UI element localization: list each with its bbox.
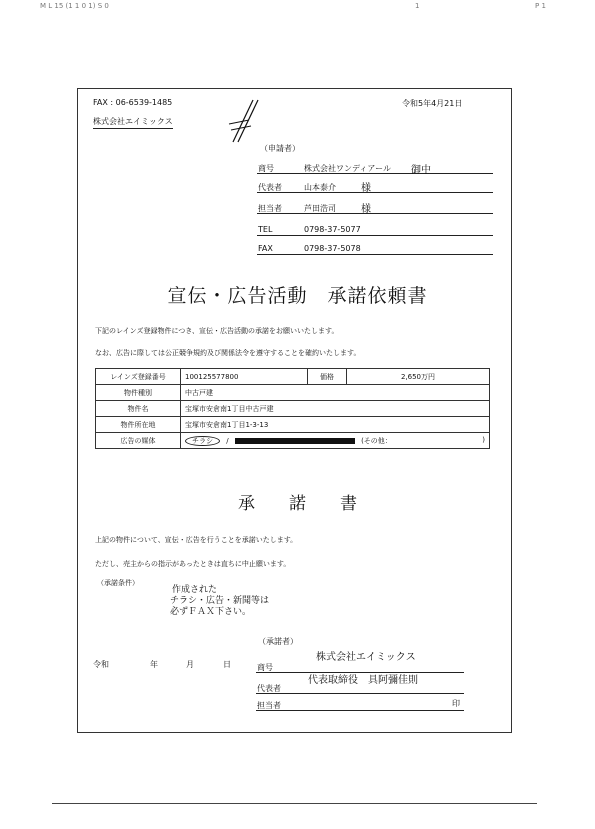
table-row xyxy=(96,369,490,385)
consent-line-1: 上記の物件について、宣伝・広告を行うことを承諾いたします。 xyxy=(95,536,298,544)
intro-line-1: 下記のレインズ登録物件につき、宣伝・広告活動の承諾をお願いいたします。 xyxy=(95,327,339,335)
applicant-tel-label: TEL xyxy=(258,225,273,234)
property-table xyxy=(95,368,490,449)
applicant-rep-label: 代表者 xyxy=(258,183,282,192)
applicant-contact-row xyxy=(257,201,493,214)
fax-header-left: M L 15 (1 1 0 1) S 0 xyxy=(40,2,109,10)
applicant-contact-name: 芦田浩司 xyxy=(304,204,336,213)
table-row xyxy=(96,433,490,449)
applicant-company: 株式会社ワンディアール xyxy=(304,164,391,173)
redaction-bar xyxy=(235,438,355,444)
approver-company-label: 商号 xyxy=(257,663,273,672)
applicant-fax-label: FAX xyxy=(258,244,273,253)
reins-number: 100125577800 xyxy=(181,369,308,385)
fax-header-mid: 1 xyxy=(415,2,420,10)
approver-heading: （承諾者） xyxy=(258,637,298,646)
handwritten-slash-mark xyxy=(225,98,265,144)
approver-company: 株式会社エイミックス xyxy=(316,652,416,663)
conditions-label: （承諾条件） xyxy=(97,579,139,587)
applicant-fax-row xyxy=(257,242,493,255)
applicant-company-row xyxy=(257,161,493,174)
reins-label: レインズ登録番号 xyxy=(96,369,181,385)
document-title: 宣伝・広告活動 承諾依頼書 xyxy=(167,285,428,307)
table-row xyxy=(96,417,490,433)
approval-year: 年 xyxy=(150,660,158,669)
applicant-tel: 0798-37-5077 xyxy=(304,225,361,234)
price-value: 2,650万円 xyxy=(347,369,490,385)
address-label: 物件所在地 xyxy=(96,417,181,433)
footer-rule xyxy=(52,803,537,804)
approval-day: 日 xyxy=(223,660,231,669)
applicant-heading: （申請者） xyxy=(260,144,300,153)
property-name-value: 宝塚市安倉南1丁目中古戸建 xyxy=(181,401,490,417)
price-label: 価格 xyxy=(308,369,347,385)
note-line-2: チラシ・広告・新聞等は xyxy=(170,596,270,606)
media-other: (その他： xyxy=(361,436,392,445)
sender-fax: FAX : 06-6539-1485 xyxy=(93,98,173,107)
approver-contact-row xyxy=(256,697,464,711)
consent-line-2: ただし、売主からの指示があったときは直ちに中止願います。 xyxy=(95,560,291,568)
applicant-contact-label: 担当者 xyxy=(258,204,282,213)
applicant-rep-title: 様 xyxy=(361,183,371,194)
property-name-label: 物件名 xyxy=(96,401,181,417)
approval-era: 令和 xyxy=(93,660,109,669)
table-row xyxy=(96,385,490,401)
intro-line-2: なお、広告に際しては公正競争規約及び関係法令を遵守することを確約いたします。 xyxy=(95,349,361,357)
approver-rep-row xyxy=(256,675,464,694)
type-value: 中古戸建 xyxy=(181,385,490,401)
table-row xyxy=(96,401,490,417)
handwritten-note xyxy=(170,585,269,618)
media-label: 広告の媒体 xyxy=(96,433,181,449)
media-close: ) xyxy=(482,435,485,444)
media-slash: / xyxy=(226,436,229,445)
applicant-company-label: 商号 xyxy=(258,164,274,173)
approver-rep: 代表取締役 具阿彌佳則 xyxy=(308,675,418,686)
approval-month: 月 xyxy=(186,660,194,669)
applicant-honorific: 御中 xyxy=(411,165,431,176)
applicant-fax: 0798-37-5078 xyxy=(304,244,361,253)
document-date: 令和5年4月21日 xyxy=(402,99,463,108)
consent-title: 承 諾 書 xyxy=(238,494,357,514)
fax-header-right: P 1 xyxy=(535,2,546,10)
note-line-3: 必ずＦＡＸ下さい。 xyxy=(170,607,252,617)
applicant-tel-row xyxy=(257,223,493,236)
media-circled-flyer: チラシ xyxy=(185,436,220,446)
applicant-contact-title: 様 xyxy=(361,204,371,215)
type-label: 物件種別 xyxy=(96,385,181,401)
applicant-rep-row xyxy=(257,180,493,193)
sender-company: 株式会社エイミックス xyxy=(93,116,173,129)
applicant-rep-name: 山本泰介 xyxy=(304,183,336,192)
approver-seal: 印 xyxy=(452,699,460,708)
approver-rep-label: 代表者 xyxy=(257,684,281,693)
media-value-cell xyxy=(181,433,490,449)
approver-contact-label: 担当者 xyxy=(257,701,281,710)
address-value: 宝塚市安倉南1丁目1-3-13 xyxy=(181,417,490,433)
note-line-1: 作成された xyxy=(172,585,218,595)
